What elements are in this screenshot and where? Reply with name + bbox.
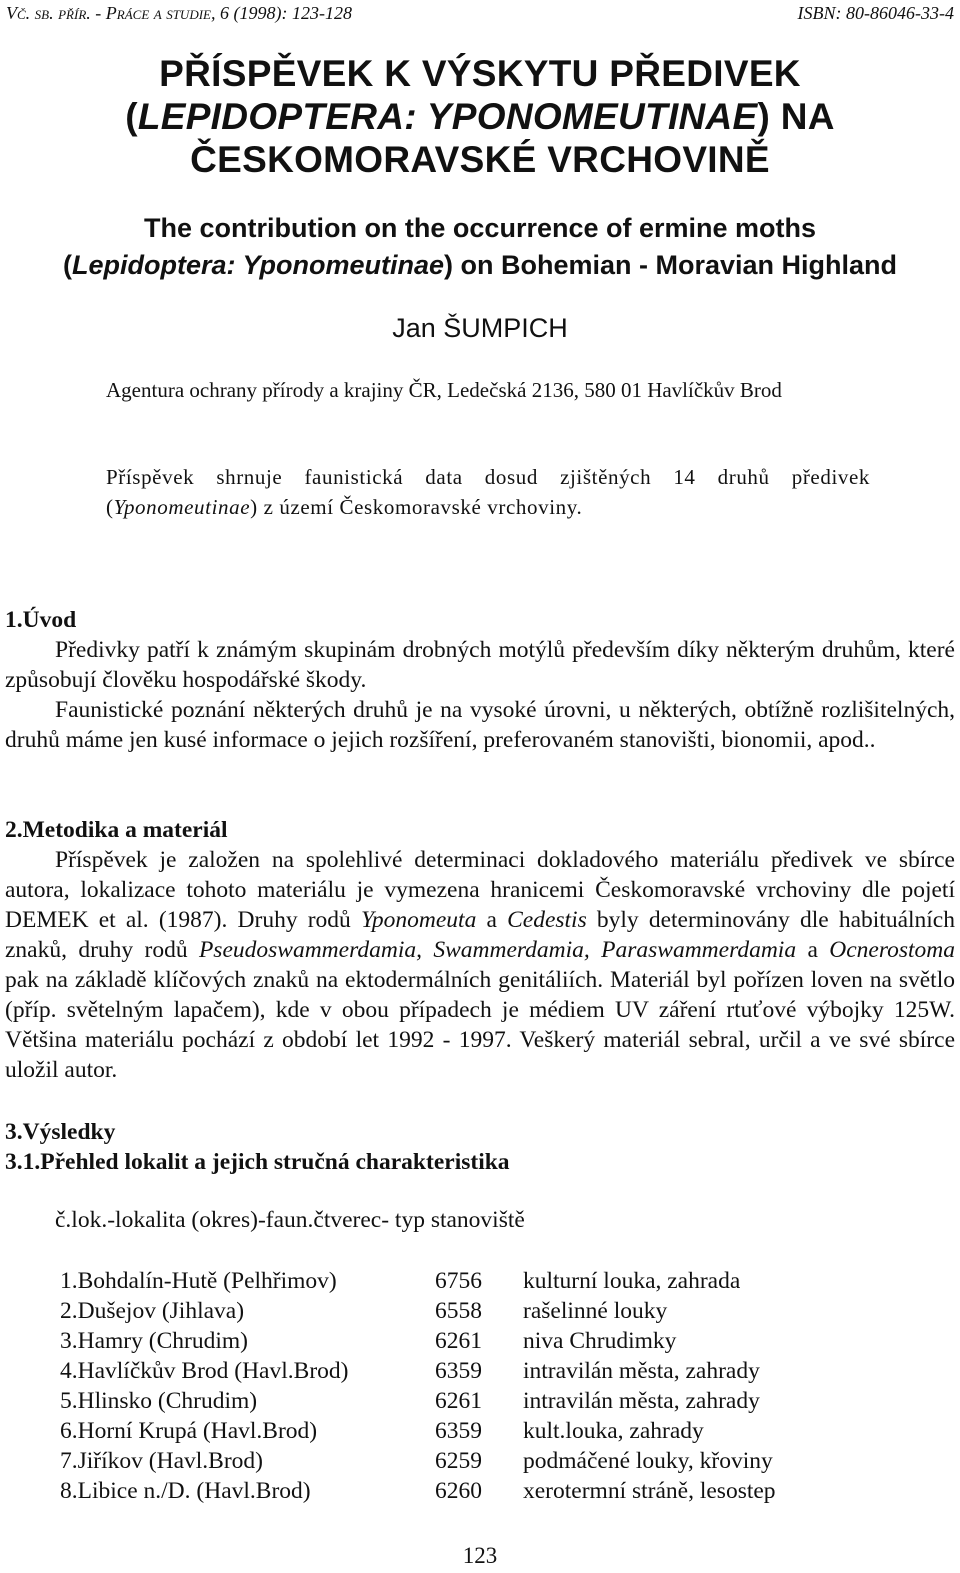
table-row: 1.Bohdalín-Hutě (Pelhřimov) 6756 kulturní louka, zahrada [60,1268,741,1294]
table-row: 7.Jiříkov (Havl.Brod) 6259 podmáčené louky, křoviny [60,1448,773,1474]
page-number: 123 [462,1543,498,1568]
table-row: 4.Havlíčkův Brod (Havl.Brod) 6359 intravilán města, zahrady [60,1358,760,1384]
journal-citation: Vč. sb. přír. - Práce a studie, 6 (1998): 123-128 [6,3,352,23]
section-methods [5,815,955,1085]
running-header [6,3,954,27]
table-legend: č.lok.-lokalita (okres)-faun.čtverec- typ stanoviště [55,1207,525,1233]
table-row: 6.Horní Krupá (Havl.Brod) 6359 kult.louka, zahrady [60,1418,704,1444]
author: Jan ŠUMPICH [392,313,568,343]
section-heading: 3.Výsledky [5,1119,116,1145]
abstract: Příspěvek shrnuje faunistická data dosud zjištěných 14 druhů předivek (Yponomeutinae) z území Českomoravské vrchoviny. [106,465,870,519]
paragraph: Příspěvek je založen na spolehlivé determinaci dokladového materiálu předivek ve sbírce autora, lokalizace tohoto materiálu je vymezena hranicemi Českomoravské vrchoviny dle pojetí DEMEK et al. (1987). Druhy rodů Yponomeuta a Cedestis byly determinovány dle habituálních znaků, druhy rodů Pseudoswammerdamia, Swammerdamia, Paraswammerdamia a Ocnerostoma pak na základě klíčových znaků na ektodermálních genitáliích. Materiál byl pořízen loven na světlo (příp. světelným lapačem), kde v obou případech je médiem UV záření rtuťové výbojky 125W. Většina materiálu pochází z období let 1992 - 1997. Veškerý materiál sebral, určil a ve své sbírce uložil autor. [5,847,955,1083]
localities-table [60,1266,776,1506]
paragraph: Předivky patří k známým skupinám drobných motýlů především díky některým druhům, které způsobují člověku hospodářské škody. [5,637,955,693]
english-title: The contribution on the occurrence of ermine moths (Lepidoptera: Yponomeutinae) on Bohemian - Moravian Highland [62,213,898,280]
section-heading: 1.Úvod [5,607,77,633]
section-results [5,1117,955,1177]
section-heading: 2.Metodika a materiál [5,817,228,843]
isbn: ISBN: 80-86046-33-4 [797,3,954,23]
paper-title: PŘÍSPĚVEK K VÝSKYTU PŘEDIVEK (LEPIDOPTERA: YPONOMEUTINAE) NA ČESKOMORAVSKÉ VRCHOVINĚ [125,53,835,180]
affiliation: Agentura ochrany přírody a krajiny ČR, Ledečská 2136, 580 01 Havlíčkův Brod [106,378,782,402]
paragraph: Faunistické poznání některých druhů je na vysoké úrovni, u některých, obtížně rozlišitelných, druhů máme jen kusé informace o jejich rozšíření, preferovaném stanovišti, bionomii, apod.. [5,697,955,753]
table-row: 8.Libice n./D. (Havl.Brod) 6260 xerotermní stráně, lesostep [60,1478,776,1504]
table-row: 5.Hlinsko (Chrudim) 6261 intravilán města, zahrady [60,1388,760,1414]
section-introduction [5,605,955,755]
table-row: 3.Hamry (Chrudim) 6261 niva Chrudimky [60,1328,677,1354]
subsection-heading: 3.1.Přehled lokalit a jejich stručná charakteristika [5,1149,510,1175]
table-row: 2.Dušejov (Jihlava) 6558 rašelinné louky [60,1298,668,1324]
